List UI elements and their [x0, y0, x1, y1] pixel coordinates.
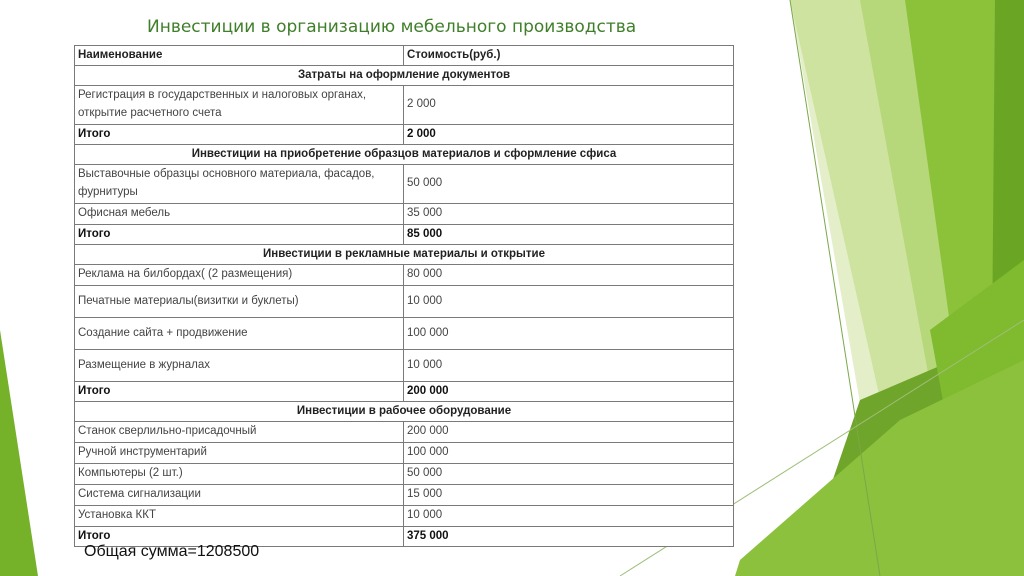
item-cost-cell: 35 000 [404, 204, 734, 225]
item-cost-cell: 15 000 [404, 485, 734, 506]
item-cost-cell: 100 000 [404, 318, 734, 350]
item-name-cell: Офисная мебель [75, 204, 404, 225]
section-title: Затраты на оформление документов [75, 66, 734, 86]
item-cost-cell: 100 000 [404, 443, 734, 464]
page-title: Инвестиции в организацию мебельного производства [147, 17, 637, 37]
table-row [75, 350, 734, 382]
item-name-cell: Печатные материалы(визитки и буклеты) [75, 286, 404, 318]
total-label-cell: Итого [75, 527, 404, 547]
total-label-cell: Итого [75, 225, 404, 245]
item-cost-cell: 200 000 [404, 422, 734, 443]
item-cost-cell: 50 000 [404, 165, 734, 204]
table-row [75, 506, 734, 527]
investment-table [74, 45, 734, 547]
item-name-cell: Размещение в журналах [75, 350, 404, 382]
item-cost-cell: 50 000 [404, 464, 734, 485]
item-name-cell: Выставочные образцы основного материала, фасадов, фурнитуры [75, 165, 404, 204]
section-header-row [75, 145, 734, 165]
header-name-cell: Наименование [75, 46, 404, 66]
item-cost-cell: 10 000 [404, 506, 734, 527]
item-name-cell: Ручной инструментарий [75, 443, 404, 464]
section-header-row [75, 245, 734, 265]
table-row [75, 165, 734, 204]
table-row [75, 265, 734, 286]
item-cost-cell: 80 000 [404, 265, 734, 286]
item-name-cell: Реклама на билбордах( (2 размещения) [75, 265, 404, 286]
table-row [75, 286, 734, 318]
header-cost-cell: Стоимость(руб.) [404, 46, 734, 66]
section-header-row [75, 402, 734, 422]
item-name-cell: Регистрация в государственных и налоговых органах, открытие расчетного счета [75, 86, 404, 125]
item-name-cell: Создание сайта + продвижение [75, 318, 404, 350]
item-cost-cell: 10 000 [404, 286, 734, 318]
table-row [75, 422, 734, 443]
item-cost-cell: 10 000 [404, 350, 734, 382]
table-row [75, 464, 734, 485]
item-name-cell: Установка ККТ [75, 506, 404, 527]
section-header-row [75, 66, 734, 86]
total-value-cell: 200 000 [404, 382, 734, 402]
section-title: Инвестиции на приобретение образцов материалов и сформление сфиса [75, 145, 734, 165]
left-green-shape [0, 330, 38, 576]
total-row [75, 125, 734, 145]
table-row [75, 443, 734, 464]
total-value-cell: 375 000 [404, 527, 734, 547]
total-value-cell: 85 000 [404, 225, 734, 245]
table-row [75, 318, 734, 350]
item-name-cell: Станок сверлильно-присадочный [75, 422, 404, 443]
total-label-cell: Итого [75, 125, 404, 145]
section-title: Инвестиции в рекламные материалы и открытие [75, 245, 734, 265]
item-name-cell: Система сигнализации [75, 485, 404, 506]
total-row [75, 382, 734, 402]
item-name-cell: Компьютеры (2 шт.) [75, 464, 404, 485]
table-header-row [75, 46, 734, 66]
section-title: Инвестиции в рабочее оборудование [75, 402, 734, 422]
table-row [75, 204, 734, 225]
table-row [75, 485, 734, 506]
total-sum: Общая сумма=1208500 [84, 543, 260, 560]
total-value-cell: 2 000 [404, 125, 734, 145]
table-row [75, 86, 734, 125]
total-label-cell: Итого [75, 382, 404, 402]
item-cost-cell: 2 000 [404, 86, 734, 125]
total-row [75, 225, 734, 245]
